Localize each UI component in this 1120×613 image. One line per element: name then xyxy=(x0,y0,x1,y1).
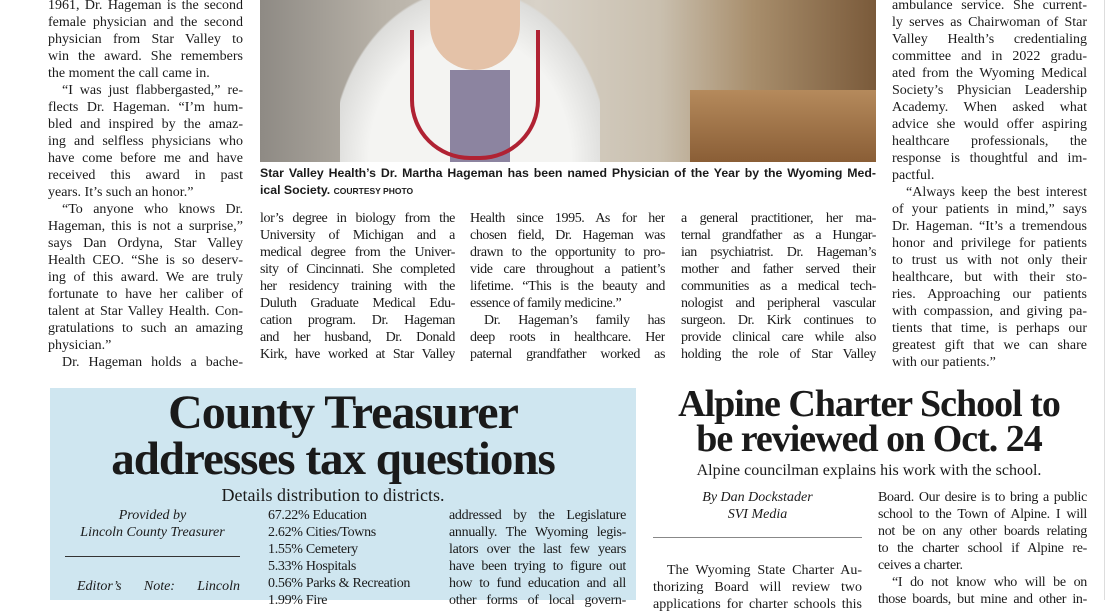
article-column xyxy=(260,210,455,363)
text-line: holding the role of Star Valley xyxy=(681,347,876,362)
text-line: ly serves as Chairwoman of Star xyxy=(892,15,1087,30)
text-line: Health since 1995. As for her xyxy=(470,211,665,226)
photo-stethoscope xyxy=(410,30,540,160)
text-line: Dr. Hageman’s family has xyxy=(484,313,665,328)
text-line: ated from the Wyoming Medical xyxy=(892,66,1087,81)
photo-credit: COURTESY PHOTO xyxy=(333,186,414,196)
text-line: those boards, but mine and other in- xyxy=(878,592,1087,607)
text-line: pactful. xyxy=(892,168,935,183)
text-line: chosen field, Dr. Hageman was xyxy=(470,228,665,243)
text-line: communities as a medical tech- xyxy=(681,279,876,294)
text-line: healthcare professionals, the xyxy=(892,134,1087,149)
caption-line: ical Society. xyxy=(260,183,331,197)
text-line: surgeon. Dr. Kirk continues to xyxy=(681,313,876,328)
text-line: years. It’s such an honor.” xyxy=(48,185,194,200)
text-line: paternal grandfather worked as xyxy=(470,347,665,362)
text-line: how to fund education and all xyxy=(449,576,626,591)
article-column xyxy=(681,210,876,363)
text-line: her residency training with the xyxy=(260,279,455,294)
text-line: ambulance service. She current- xyxy=(892,0,1087,13)
text-line: win the award. She remembers xyxy=(48,49,243,64)
text-line: advice she would offer aspiring xyxy=(892,117,1087,132)
text-line: medical degree from the Univer- xyxy=(260,245,455,260)
text-line: school to the Town of Alpine. I will xyxy=(878,507,1087,522)
text-line: lifetime. “This is the beauty and xyxy=(470,279,665,294)
headline-line: addresses tax questions xyxy=(111,433,555,485)
text-line: the moment the call came in. xyxy=(48,66,210,81)
text-line: “To anyone who knows Dr. xyxy=(62,202,243,217)
text-line: The Wyoming State Charter Au- xyxy=(667,563,862,578)
article-column xyxy=(878,489,1087,608)
text-line: with compassion, and giving pa- xyxy=(892,304,1087,319)
text-line: drawn to the opportunity to pro- xyxy=(470,245,665,260)
text-line: received this award in past xyxy=(48,168,243,183)
headline-line: County Treasurer xyxy=(168,386,518,439)
distribution-item: 1.55% Cemetery xyxy=(268,542,358,557)
subhead: Details distribution to districts. xyxy=(221,485,445,505)
text-line: Health CEO. “She is so deserv- xyxy=(48,253,243,268)
text-line: female physician and the second xyxy=(48,15,243,30)
text-line: other forms of local govern- xyxy=(449,593,626,608)
page-edge xyxy=(1104,0,1105,600)
text-line: Society’s Physician Leadership xyxy=(892,83,1087,98)
text-line: ternal grandfather as a Hungar- xyxy=(681,228,876,243)
distribution-item: 0.56% Parks & Recreation xyxy=(268,576,411,591)
text-line: 1961, Dr. Hageman is the second xyxy=(48,0,243,13)
text-line: tients that time, is perhaps our xyxy=(892,321,1087,336)
text-line: deep roots in healthcare. Her xyxy=(470,330,665,345)
text-line: healthcare, but with their sto- xyxy=(892,270,1087,285)
text-line: have come before me and have xyxy=(48,151,243,166)
text-line: and her husband, Dr. Donald xyxy=(260,330,455,345)
text-line: greatest gift that we can share xyxy=(892,338,1087,353)
text-line: mother and father served their xyxy=(681,262,876,277)
editors-note: Note: xyxy=(143,579,175,594)
article-column xyxy=(470,210,665,363)
text-line: ries. Approaching our patients xyxy=(892,287,1087,302)
text-line: “I do not know who will be on xyxy=(892,575,1087,590)
text-line: provide clinical care while also xyxy=(681,330,876,345)
editors-note: Lincoln xyxy=(197,579,240,594)
photo-counter xyxy=(690,90,876,162)
text-line: lor’s degree in biology from the xyxy=(260,211,455,226)
distribution-item: 67.22% Education xyxy=(268,508,367,523)
text-line: says Dan Ordyna, Star Valley xyxy=(48,236,243,251)
editors-note: Editor’s xyxy=(77,579,122,594)
divider xyxy=(653,537,862,538)
text-line: sity of Cincinnati. She completed xyxy=(260,262,455,277)
distribution-item: 5.33% Hospitals xyxy=(268,559,357,574)
text-line: Duluth Graduate Medical Edu- xyxy=(260,296,455,311)
text-line: lators over the last few years xyxy=(449,542,626,557)
text-line: “Always keep the best interest xyxy=(906,185,1087,200)
text-line: to the charter school if Alpine re- xyxy=(878,541,1087,556)
text-line: a general practitioner, her ma- xyxy=(681,211,876,226)
text-line: Hageman, this is not a surprise,” xyxy=(48,219,243,234)
text-line: not be on any other boards relating xyxy=(878,524,1087,539)
text-line: essence of family medicine.” xyxy=(470,296,622,311)
byline: By Dan Dockstader xyxy=(702,490,813,505)
text-line: ian psychiatrist. Dr. Hageman’s xyxy=(681,245,876,260)
text-line: nologist and peripheral vascular xyxy=(681,296,876,311)
text-line: Board. Our desire is to bring a public xyxy=(878,490,1087,505)
text-line: honor and privilege for patients xyxy=(892,236,1087,251)
text-line: vide care throughout a patient’s xyxy=(470,262,665,277)
article-column xyxy=(653,562,862,613)
text-line: annually. The Wyoming legis- xyxy=(449,525,626,540)
article-column xyxy=(48,0,243,371)
headline-line: Alpine Charter School to xyxy=(678,383,1060,425)
article-column xyxy=(449,507,626,609)
caption-line: Star Valley Health’s Dr. Martha Hageman has been named Physician of the Year by the Wyoming Med- xyxy=(260,166,876,180)
text-line: flects Dr. Hageman. “I’m hum- xyxy=(48,100,243,115)
text-line: with our patients.” xyxy=(892,355,996,370)
treasurer-article xyxy=(50,386,636,608)
text-line: Kirk, have worked at Star Valley xyxy=(260,347,455,362)
text-line: University of Michigan and a xyxy=(260,228,455,243)
distribution-item: 1.99% Fire xyxy=(268,593,328,608)
text-line: of your patients in mind,” says xyxy=(892,202,1087,217)
text-line: have been trying to figure out xyxy=(449,559,626,574)
text-line: Dr. Hageman. “It’s a tremendous xyxy=(892,219,1087,234)
text-line: ing of this award. We are truly xyxy=(48,270,243,285)
divider xyxy=(65,556,240,557)
text-line: Valley Health’s credentialing xyxy=(892,32,1087,47)
headline-line: be reviewed on Oct. 24 xyxy=(696,418,1042,460)
text-line: thorizing Board will review two xyxy=(653,580,862,595)
text-line: physician.” xyxy=(48,338,112,353)
text-line: “I was just flabbergasted,” re- xyxy=(62,83,243,98)
text-line: talent at Star Valley Health. Con- xyxy=(48,304,243,319)
text-line: cation program. Dr. Hageman xyxy=(260,313,455,328)
text-line: bled and inspired by the amaz- xyxy=(48,117,243,132)
text-line: committee and in 2022 gradu- xyxy=(892,49,1087,64)
text-line: applications for charter schools this xyxy=(653,597,862,612)
physician-photo xyxy=(260,0,876,162)
text-line: response is thoughtful and im- xyxy=(892,151,1087,166)
text-line: gratulations to such an amazing xyxy=(48,321,243,336)
text-line: physician from Star Valley to xyxy=(48,32,243,47)
text-line: fortunate to have her caliber of xyxy=(48,287,243,302)
text-line: Academy. When asked what xyxy=(892,100,1087,115)
article-column xyxy=(892,0,1087,371)
distribution-list xyxy=(268,507,443,609)
text-line: ceives a charter. xyxy=(878,558,963,573)
text-line: to trust us with not only their xyxy=(892,253,1087,268)
text-line: addressed by the Legislature xyxy=(449,508,626,523)
byline: SVI Media xyxy=(727,507,788,522)
byline: Lincoln County Treasurer xyxy=(80,525,225,540)
subhead: Alpine councilman explains his work with the school. xyxy=(696,462,1042,479)
text-line: ing and selfless physicians who xyxy=(48,134,243,149)
photo-caption xyxy=(260,165,876,200)
byline: Provided by xyxy=(118,508,187,523)
text-line: Dr. Hageman holds a bache- xyxy=(62,355,243,370)
distribution-item: 2.62% Cities/Towns xyxy=(268,525,376,540)
